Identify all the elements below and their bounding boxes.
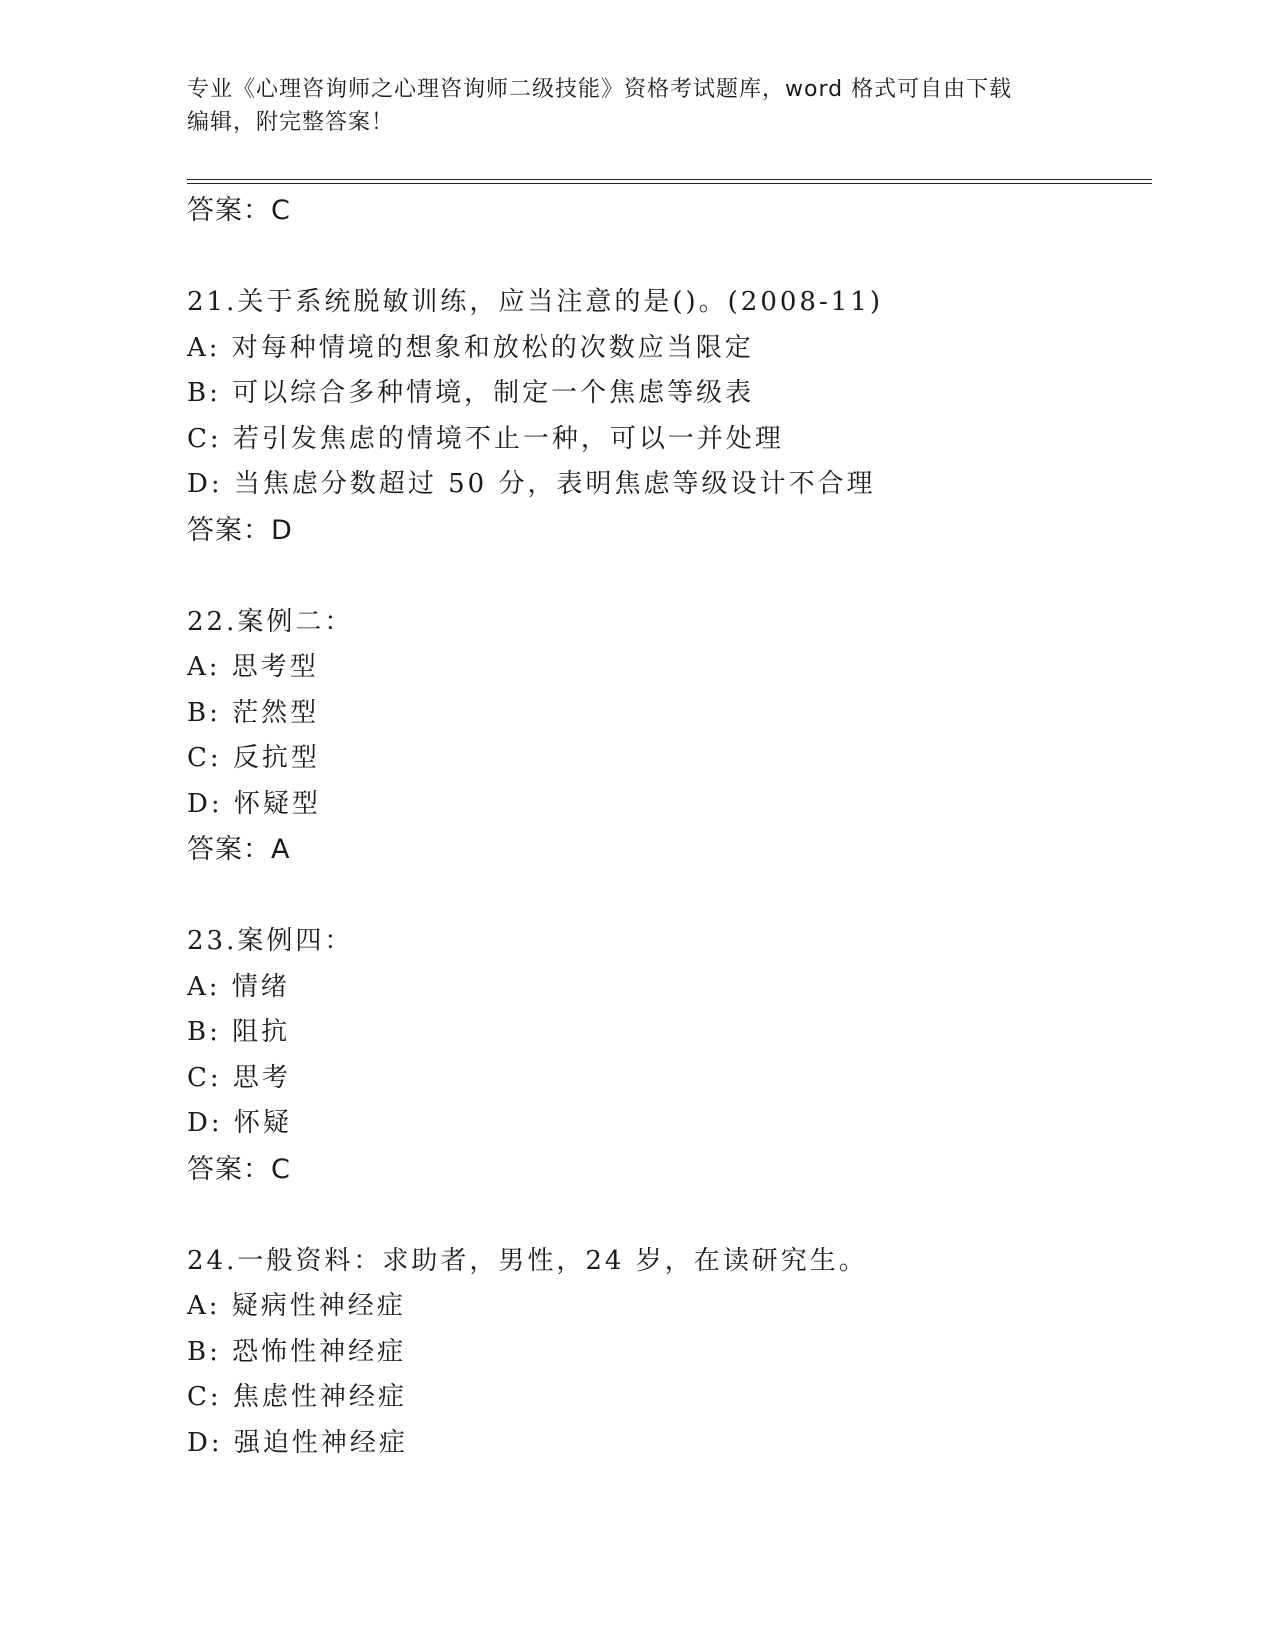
answer-line: 答案：C bbox=[187, 1153, 291, 1185]
question-22 bbox=[187, 600, 1147, 873]
header-divider-bottom bbox=[187, 183, 1152, 184]
option-c: C: 反抗型 bbox=[187, 743, 320, 773]
question-21 bbox=[187, 280, 1147, 553]
option-d: D: 强迫性神经症 bbox=[187, 1427, 408, 1458]
answer-line: 答案：A bbox=[187, 834, 291, 865]
question-24 bbox=[187, 1239, 1147, 1467]
option-a: A: 对每种情境的想象和放松的次数应当限定 bbox=[187, 332, 754, 363]
option-b: B: 恐怖性神经症 bbox=[187, 1336, 407, 1367]
option-c: C: 焦虑性神经症 bbox=[187, 1382, 407, 1412]
option-d: D: 怀疑 bbox=[187, 1108, 292, 1138]
question-list bbox=[187, 188, 1147, 1466]
question-stem: 21.关于系统脱敏训练，应当注意的是()。(2008-11) bbox=[187, 287, 883, 317]
option-c: C: 若引发焦虑的情境不止一种，可以一并处理 bbox=[187, 423, 784, 454]
option-d: D: 怀疑型 bbox=[187, 788, 321, 819]
option-a: A: 情绪 bbox=[187, 971, 290, 1002]
answer-line: 答案：D bbox=[187, 514, 293, 546]
header-line-1: 专业《心理咨询师之心理咨询师二级技能》资格考试题库，word 格式可自由下载 bbox=[187, 77, 1013, 102]
option-a: A: 思考型 bbox=[187, 652, 319, 682]
question-23 bbox=[187, 919, 1147, 1192]
option-b: B: 茫然型 bbox=[187, 697, 320, 728]
option-d: D: 当焦虑分数超过 50 分，表明焦虑等级设计不合理 bbox=[187, 469, 876, 499]
question-stem: 22.案例二： bbox=[187, 606, 354, 637]
header-line-2: 编辑，附完整答案！ bbox=[187, 110, 395, 135]
option-b: B: 可以综合多种情境，制定一个焦虑等级表 bbox=[187, 378, 755, 408]
option-a: A: 疑病性神经症 bbox=[187, 1291, 406, 1321]
question-stem: 23.案例四： bbox=[187, 926, 354, 956]
document-header bbox=[187, 73, 1067, 139]
question-stem: 24.一般资料：求助者，男性，24 岁，在读研究生。 bbox=[187, 1245, 868, 1276]
answer-line: 答案：C bbox=[187, 195, 291, 226]
option-b: B: 阻抗 bbox=[187, 1017, 291, 1047]
option-c: C: 思考 bbox=[187, 1062, 291, 1093]
header-divider-top bbox=[187, 179, 1152, 180]
